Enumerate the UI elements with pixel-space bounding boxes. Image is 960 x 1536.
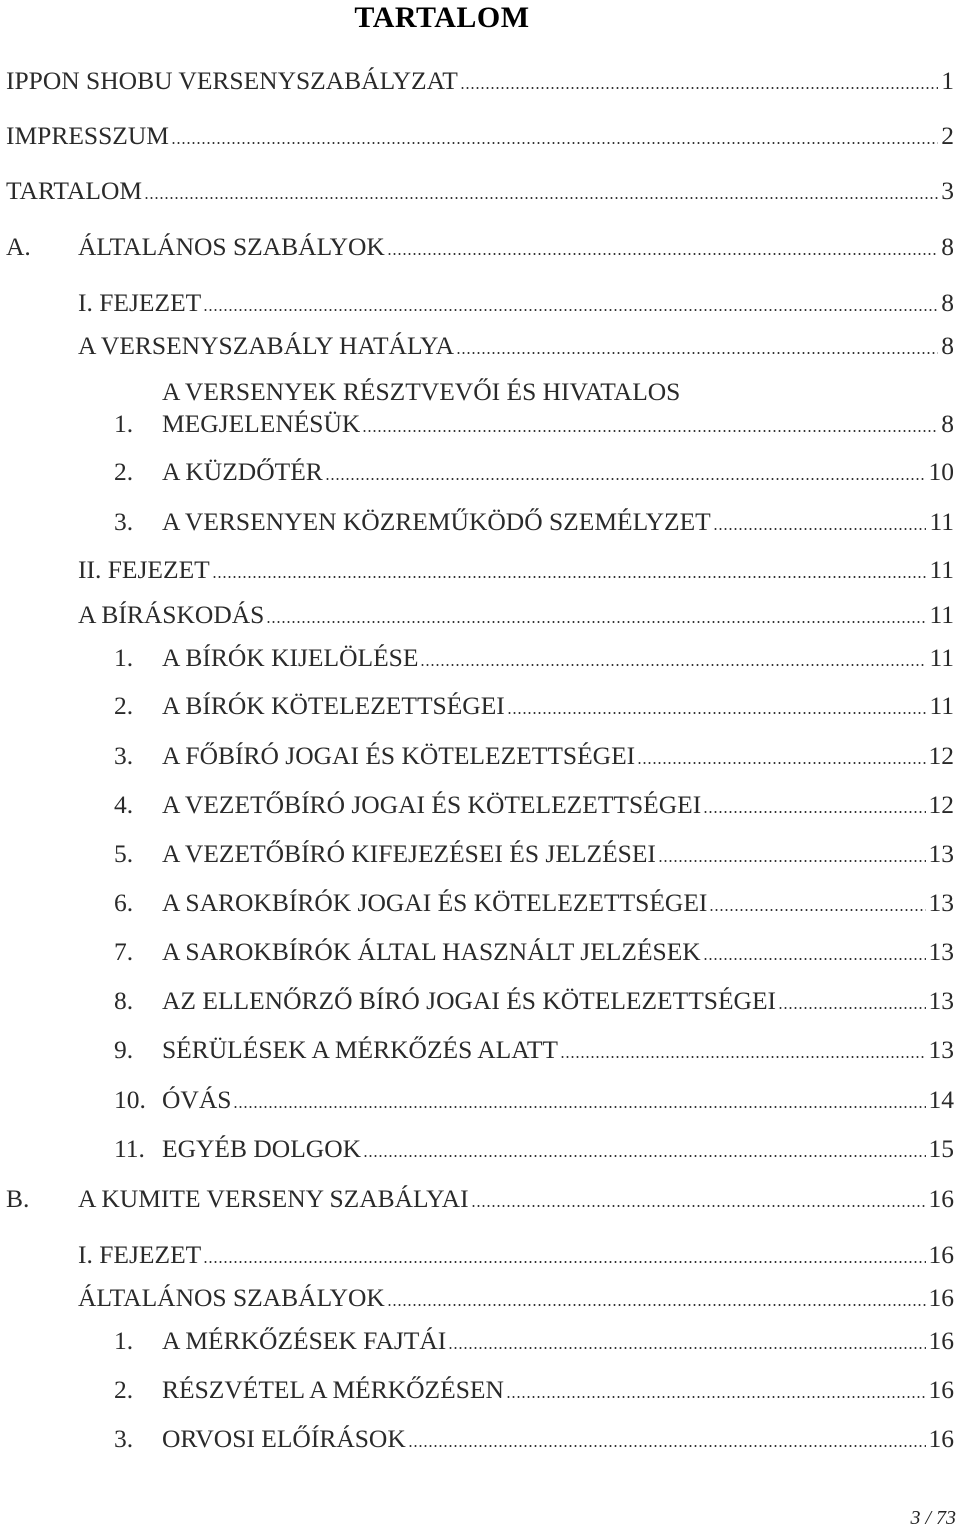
toc-entry-title: II. FEJEZET — [78, 555, 210, 584]
toc-entry-page: 11 — [929, 555, 954, 584]
page-number-footer: 3 / 73 — [910, 1507, 956, 1529]
dot-leader — [471, 1205, 926, 1207]
toc-entry-number: 1. — [114, 409, 134, 438]
toc-entry-page: 10 — [928, 457, 954, 486]
toc-entry[interactable] — [0, 1085, 960, 1119]
toc-entry-title: RÉSZVÉTEL A MÉRKŐZÉSEN — [162, 1375, 504, 1404]
dot-leader — [408, 1445, 926, 1447]
dot-leader — [212, 576, 927, 578]
toc-entry-page: 13 — [928, 1035, 954, 1064]
toc-entry[interactable] — [0, 409, 960, 443]
toc-entry-title: I. FEJEZET — [78, 288, 202, 317]
toc-entry-page: 11 — [929, 600, 954, 629]
toc-entry-title: A VEZETŐBÍRÓ JOGAI ÉS KÖTELEZETTSÉGEI — [162, 790, 702, 819]
toc-entry-title: A BÍRÓK KÖTELEZETTSÉGEI — [162, 691, 505, 720]
dot-leader — [703, 958, 926, 960]
toc-entry-title: ÓVÁS — [162, 1085, 232, 1114]
toc-entry[interactable] — [0, 232, 960, 266]
toc-entry[interactable] — [0, 457, 960, 491]
toc-entry-number: 3. — [114, 507, 134, 536]
dot-leader — [363, 1155, 925, 1157]
toc-entry-page: 14 — [928, 1085, 954, 1114]
toc-entry-page: 2 — [941, 121, 954, 150]
toc-entry-title: A SAROKBÍRÓK JOGAI ÉS KÖTELEZETTSÉGEI — [162, 888, 708, 917]
dot-leader — [658, 860, 926, 862]
toc-entry[interactable] — [0, 1283, 960, 1317]
toc-entry[interactable] — [0, 1240, 960, 1274]
toc-entry-number: 2. — [114, 457, 134, 486]
toc-entry-number: 11. — [114, 1134, 145, 1163]
toc-entry-page: 3 — [941, 176, 954, 205]
toc-entry-title: A FŐBÍRÓ JOGAI ÉS KÖTELEZETTSÉGEI — [162, 741, 636, 770]
toc-entry-page: 8 — [941, 409, 954, 438]
toc-entry-title: A BÍRÓK KIJELÖLÉSE — [162, 643, 419, 672]
dot-leader — [448, 1347, 925, 1349]
toc-entry-number: 3. — [114, 741, 134, 770]
toc-entry[interactable] — [0, 600, 960, 634]
toc-entry-number: 1. — [114, 643, 134, 672]
toc-entry-number: A. — [6, 232, 31, 261]
toc-entry-page: 11 — [929, 643, 954, 672]
toc-entry-page: 1 — [941, 66, 954, 95]
toc-entry[interactable] — [0, 1184, 960, 1218]
toc-entry-page: 16 — [928, 1240, 954, 1269]
dot-leader — [778, 1007, 925, 1009]
toc-entry-page: 12 — [928, 741, 954, 770]
toc-entry-number: 5. — [114, 839, 134, 868]
toc-entry[interactable] — [0, 790, 960, 824]
toc-entry[interactable] — [0, 1326, 960, 1360]
toc-entry-title: SÉRÜLÉSEK A MÉRKŐZÉS ALATT — [162, 1035, 558, 1064]
dot-leader — [233, 1106, 925, 1108]
toc-entry[interactable] — [0, 643, 960, 677]
toc-entry[interactable] — [0, 555, 960, 589]
toc-entry-page: 8 — [941, 288, 954, 317]
toc-entry[interactable] — [0, 986, 960, 1020]
toc-entry-number: 2. — [114, 691, 134, 720]
dot-leader — [203, 1261, 925, 1263]
toc-entry[interactable] — [0, 937, 960, 971]
toc-entry-title: ÁLTALÁNOS SZABÁLYOK — [78, 232, 385, 261]
toc-entry-number: 4. — [114, 790, 134, 819]
toc-entry-page: 8 — [941, 331, 954, 360]
toc-entry[interactable] — [0, 1035, 960, 1069]
dot-leader — [203, 309, 938, 311]
toc-entry[interactable] — [0, 888, 960, 922]
dot-leader — [266, 621, 926, 623]
dot-leader — [456, 352, 938, 354]
toc-entry[interactable] — [0, 1424, 960, 1458]
dot-leader — [171, 142, 938, 144]
toc-entry-page: 15 — [928, 1134, 954, 1163]
toc-entry-number: 1. — [114, 1326, 134, 1355]
toc-entry[interactable] — [0, 741, 960, 775]
dot-leader — [144, 197, 938, 199]
toc-entry-title: A KUMITE VERSENY SZABÁLYAI — [78, 1184, 469, 1213]
toc-entry-page: 11 — [929, 507, 954, 536]
toc-entry-title: EGYÉB DOLGOK — [162, 1134, 362, 1163]
toc-entry-page: 12 — [928, 790, 954, 819]
toc-entry-title: A SAROKBÍRÓK ÁLTAL HASZNÁLT JELZÉSEK — [162, 937, 701, 966]
toc-entry-page: 16 — [928, 1424, 954, 1453]
dot-leader — [713, 528, 927, 530]
toc-entry-title: A BÍRÁSKODÁS — [78, 600, 265, 629]
toc-entry-page: 8 — [941, 232, 954, 261]
toc-entry[interactable] — [0, 1134, 960, 1168]
toc-entry-title: IMPRESSZUM — [6, 121, 169, 150]
toc-entry-page: 13 — [928, 888, 954, 917]
toc-entry-title-line1: A VERSENYEK RÉSZTVEVŐI ÉS HIVATALOS — [162, 377, 681, 406]
toc-entry-page: 16 — [928, 1283, 954, 1312]
dot-leader — [709, 909, 925, 911]
toc-entry-title: I. FEJEZET — [78, 1240, 202, 1269]
toc-entry-title: A VEZETŐBÍRÓ KIFEJEZÉSEI ÉS JELZÉSEI — [162, 839, 656, 868]
dot-leader — [637, 762, 925, 764]
dot-leader — [420, 664, 926, 666]
dot-leader — [362, 430, 938, 432]
toc-entry-title: A MÉRKŐZÉSEK FAJTÁI — [162, 1326, 447, 1355]
toc-entry[interactable] — [0, 691, 960, 725]
toc-entry-title: MEGJELENÉSÜK — [162, 409, 361, 438]
toc-entry-number: 9. — [114, 1035, 134, 1064]
toc-entry-title: TARTALOM — [6, 176, 143, 205]
toc-entry-page: 11 — [929, 691, 954, 720]
dot-leader — [460, 87, 938, 89]
toc-entry-number: 8. — [114, 986, 134, 1015]
toc-entry-title: ORVOSI ELŐÍRÁSOK — [162, 1424, 406, 1453]
toc-entry-title: A VERSENYSZABÁLY HATÁLYA — [78, 331, 455, 360]
toc-entry-number: B. — [6, 1184, 30, 1213]
toc-entry-title: IPPON SHOBU VERSENYSZABÁLYZAT — [6, 66, 458, 95]
toc-entry-number: 3. — [114, 1424, 134, 1453]
toc-entry[interactable] — [0, 121, 960, 155]
toc-entry-title: A VERSENYEN KÖZREMŰKÖDŐ SZEMÉLYZET — [162, 507, 711, 536]
dot-leader — [387, 253, 938, 255]
dot-leader — [703, 811, 925, 813]
toc-entry[interactable] — [0, 288, 960, 322]
toc-entry-title: A KÜZDŐTÉR — [162, 457, 323, 486]
toc-entry-title: AZ ELLENŐRZŐ BÍRÓ JOGAI ÉS KÖTELEZETTSÉGEI — [162, 986, 777, 1015]
toc-entry-number: 6. — [114, 888, 134, 917]
toc-entry[interactable] — [0, 839, 960, 873]
dot-leader — [506, 1396, 926, 1398]
dot-leader — [560, 1056, 926, 1058]
toc-entry[interactable] — [0, 66, 960, 100]
toc-entry-page: 16 — [928, 1375, 954, 1404]
toc-entry-number: 10. — [114, 1085, 146, 1114]
toc-entry[interactable] — [0, 1375, 960, 1409]
dot-leader — [387, 1304, 926, 1306]
page-title: TARTALOM — [354, 1, 530, 34]
toc-entry[interactable] — [0, 176, 960, 210]
toc-entry[interactable] — [0, 507, 960, 541]
toc-entry-page: 13 — [928, 937, 954, 966]
toc-entry-page: 13 — [928, 839, 954, 868]
toc-entry-page: 13 — [928, 986, 954, 1015]
toc-entry-number: 7. — [114, 937, 134, 966]
dot-leader — [325, 478, 926, 480]
toc-entry-number: 2. — [114, 1375, 134, 1404]
toc-entry-title: ÁLTALÁNOS SZABÁLYOK — [78, 1283, 385, 1312]
toc-entry-page: 16 — [928, 1184, 954, 1213]
toc-entry-page: 16 — [928, 1326, 954, 1355]
toc-entry[interactable] — [0, 331, 960, 365]
dot-leader — [507, 712, 927, 714]
